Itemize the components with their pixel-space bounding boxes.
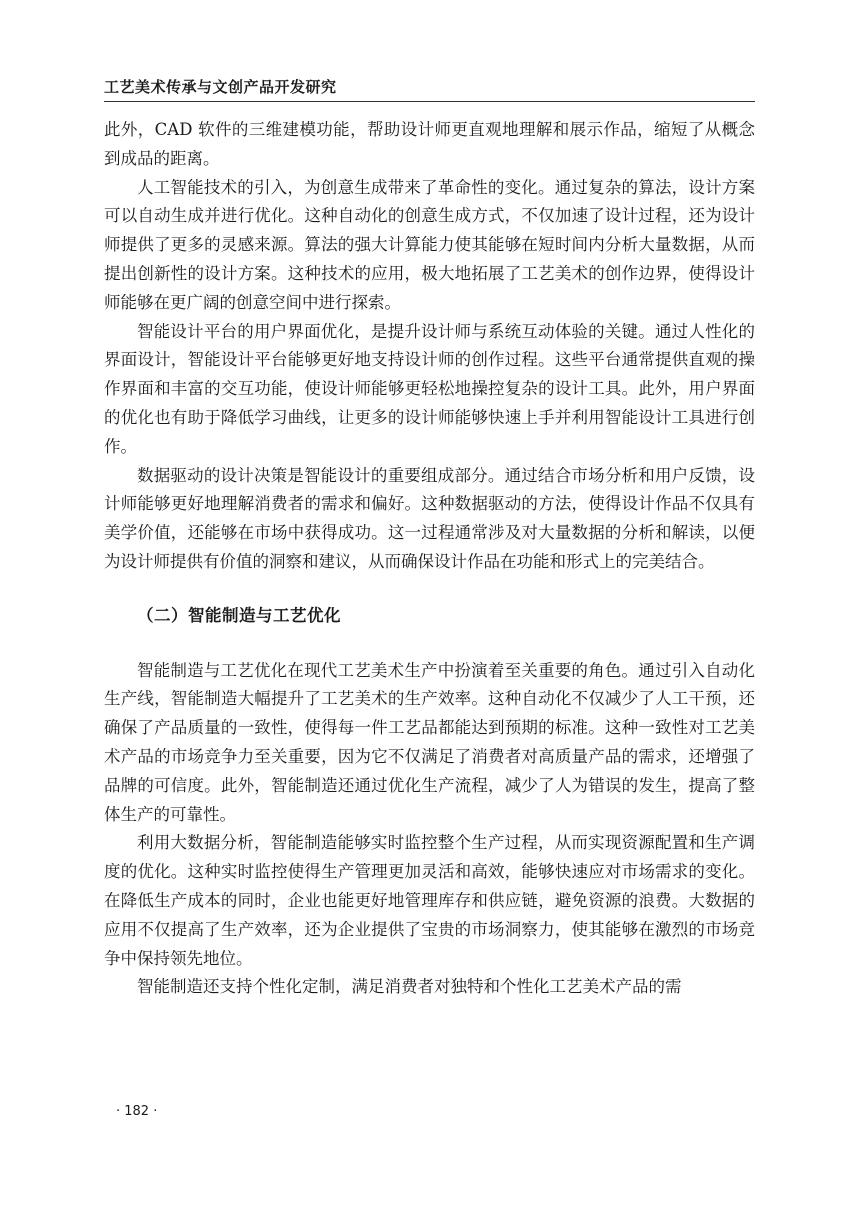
paragraph-2: 人工智能技术的引入，为创意生成带来了革命性的变化。通过复杂的算法，设计方案可以自动生成并进行优化。这种自动化的创意生成方式，不仅加速了设计过程，还为设计师提供了更多的灵感来源。算法的强大计算能力使其能够在短时间内分析大量数据，从而提出创新性的设计方案。这种技术的应用，极大地拓展了工艺美术的创作边界，使得设计师能够在更广阔的创意空间中进行探索。 <box>104 177 755 312</box>
page-number: · 182 · <box>116 1104 158 1119</box>
paragraph-6: 利用大数据分析，智能制造能够实时监控整个生产过程，从而实现资源配置和生产调度的优化。这种实时监控使得生产管理更加灵活和高效，能够快速应对市场需求的变化。在降低生产成本的同时，企业也能更好地管理库存和供应链，避免资源的浪费。大数据的应用不仅提高了生产效率，还为企业提供了宝贵的市场洞察力，使其能够在激烈的市场竞争中保持领先地位。 <box>104 833 755 968</box>
paragraph-7: 智能制造还支持个性化定制，满足消费者对独特和个性化工艺美术产品的需 <box>137 977 682 997</box>
main-text <box>104 116 755 1002</box>
header-rule <box>104 101 755 102</box>
paragraph-1: 此外，CAD 软件的三维建模功能，帮助设计师更直观地理解和展示作品，缩短了从概念到成品的距离。 <box>104 120 755 168</box>
paragraph-4: 数据驱动的设计决策是智能设计的重要组成部分。通过结合市场分析和用户反馈，设计师能够更好地理解消费者的需求和偏好。这种数据驱动的方法，使得设计作品不仅具有美学价值，还能够在市场中获得成功。这一过程通常涉及对大量数据的分析和解读，以便为设计师提供有价值的洞察和建议，从而确保设计作品在功能和形式上的完美结合。 <box>104 465 755 571</box>
running-title: 工艺美术传承与文创产品开发研究 <box>104 78 337 96</box>
paragraph-5: 智能制造与工艺优化在现代工艺美术生产中扮演着至关重要的角色。通过引入自动化生产线，智能制造大幅提升了工艺美术的生产效率。这种自动化不仅减少了人工干预，还确保了产品质量的一致性，使得每一件工艺品都能达到预期的标准。这种一致性对工艺美术产品的市场竞争力至关重要，因为它不仅满足了消费者对高质量产品的需求，还增强了品牌的可信度。此外，智能制造还通过优化生产流程，减少了人为错误的发生，提高了整体生产的可靠性。 <box>104 660 755 824</box>
section-heading: （二）智能制造与工艺优化 <box>137 605 341 625</box>
paragraph-3: 智能设计平台的用户界面优化，是提升设计师与系统互动体验的关键。通过人性化的界面设计，智能设计平台能够更好地支持设计师的创作过程。这些平台通常提供直观的操作界面和丰富的交互功能，使设计师能够更轻松地操控复杂的设计工具。此外，用户界面的优化也有助于降低学习曲线，让更多的设计师能够快速上手并利用智能设计工具进行创作。 <box>104 321 755 456</box>
